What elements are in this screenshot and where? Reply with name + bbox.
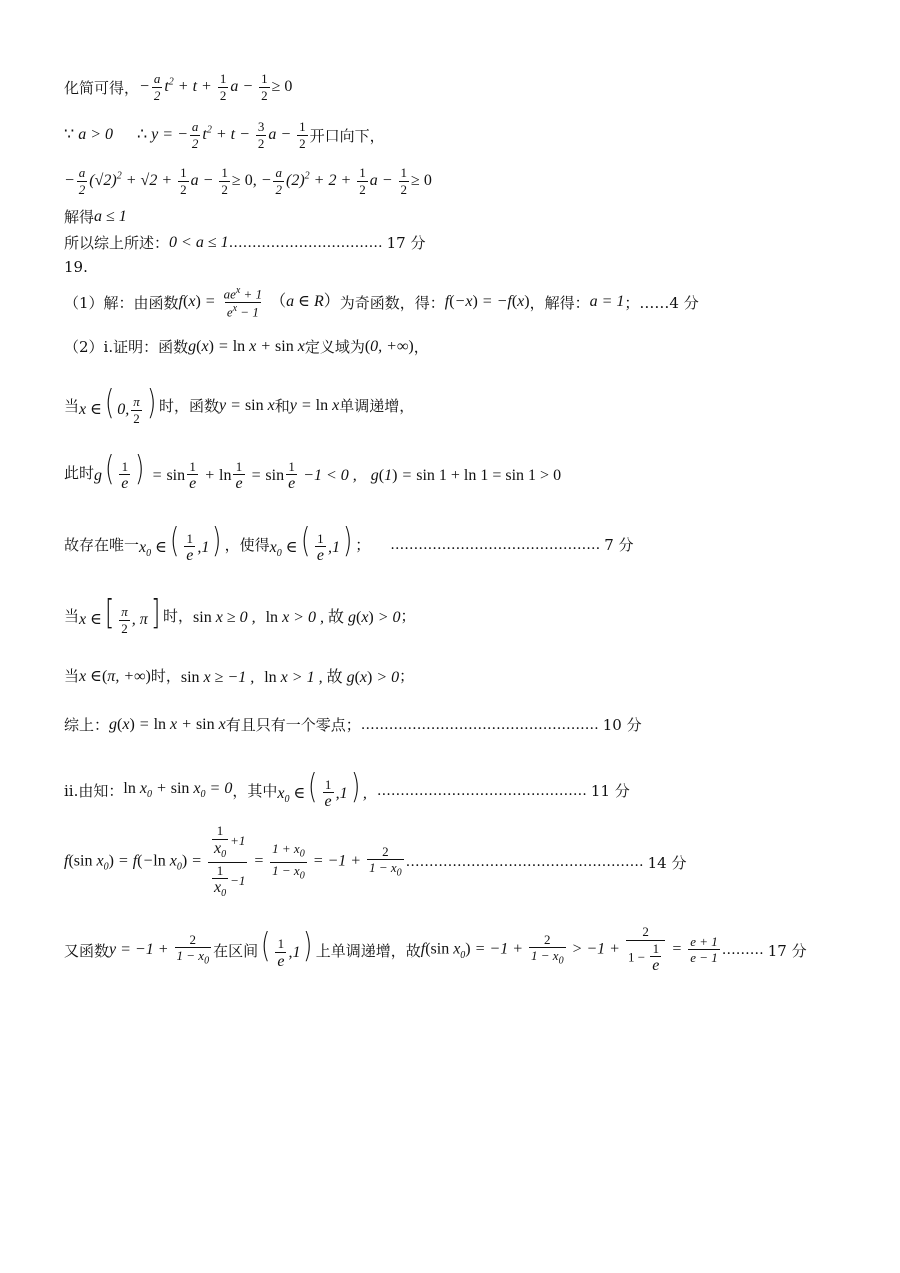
dot-leader: …………………………………………… (405, 854, 644, 870)
line-13-tail: ； (399, 667, 415, 685)
line-7-mid: 为奇函数，得： (339, 293, 445, 312)
math-g-def: g(x) = ln x + sin x (188, 337, 305, 355)
line-15-mid: ，其中 (232, 782, 278, 801)
line-monotonic (64, 383, 860, 426)
line-5-text: 所以综上所述： (64, 234, 170, 252)
math-zero-condition: $\ln x_0 + \sin x_0 = 0$ (123, 780, 233, 801)
dot-leader: …………………………… (228, 234, 383, 251)
line-17-mid: 在区间 (213, 941, 259, 960)
line-solve (64, 206, 860, 227)
line-conditions (64, 166, 860, 196)
line-11-prefix: 故存在唯一 (64, 536, 140, 555)
line-8-tail: ， (413, 338, 429, 356)
math-y-sin: y = sin x (219, 396, 275, 414)
math-interval-pi: x ∈[ $\frac{\pi}{2}$ , π] (79, 593, 161, 636)
math-case-pi-inf-results: sin x ≥ −1 , ln x > 1 , 故 g(x) > 0 (180, 669, 400, 686)
line-14-mid: 有且只有一个零点； (225, 716, 361, 734)
math-inequality-1: − $\frac{a}{2}$ $t^2 + t$ + $\frac{1}{2}$ a − $\frac{1}{2}$ ≥ 0 (139, 71, 293, 103)
math-f-sin-x0: f(sin $x_0) = f(-\ln$ $x_0$) = $\frac{1}{x_0}$ +1 $\frac{1}{x_0}$ −1 = $\frac{1 + x_0}{1 - x_0}$ = −1 + $\frac{2}{1 - x_0}$ (64, 823, 402, 900)
line-11-tail: ； (355, 536, 371, 555)
line-unique-zero (64, 521, 860, 565)
math-interval-final: ( $\frac{1}{e}$ ,1) (261, 926, 313, 970)
line-13-mid: 时， (150, 667, 181, 685)
score-label: 14 分 (647, 853, 687, 872)
math-odd-condition: f(−x) = −f(x) (444, 293, 530, 311)
line-10-prefix: 此时 (64, 464, 95, 483)
score-label: 17 分 (767, 941, 807, 960)
line-12-prefix: 当 (64, 607, 80, 626)
line-1-text: 化简可得， (64, 78, 140, 97)
line-part-1 (64, 286, 860, 319)
line-11-mid: ，使得 (224, 536, 270, 555)
math-f-def: f(x) = $\frac{ae^x + 1}{e^x - 1}$ （a ∈ R） (178, 285, 340, 320)
line-9-mid: 时，函数 (159, 397, 220, 416)
math-case-pi-results: sin x ≥ 0 , ln x > 0 , 故 g(x) > 0 (193, 609, 401, 627)
dot-leader: ……… (721, 942, 764, 958)
line-f-sin-x0 (64, 822, 860, 902)
score-label: 11 分 (590, 782, 630, 801)
line-7-prefix: （1）解：由函数 (64, 293, 179, 312)
dot-leader: …………………………………………… (360, 716, 599, 733)
math-final-inequality: f(sin $x_0) = -1$ + $\frac{2}{1 - x_0}$ > −1 + 2 1 − $\frac{1}{e}$ = $\frac{e + 1}{e - 1}$ (420, 923, 718, 975)
score-label: 17 分 (386, 234, 426, 252)
math-interval-pi-half: x ∈( 0, $\frac{\pi}{2}$ ) (79, 383, 157, 426)
line-part-2 (64, 336, 860, 357)
math-conditions: − $\frac{a}{2}$ $(√2)^2 + √2$ + $\frac{1}{2}$ a − $\frac{1}{2}$ ≥ 0, − $\frac{a}{2}$ $(2)^2 + 2$ + $\frac{1}{2}$ a − $\frac{1}{2}$ ≥ 0 (64, 165, 432, 197)
line-9-tail: 单调递增， (339, 397, 415, 416)
dot-leader: ……………………………………… (390, 536, 601, 553)
math-because: ∵ a > 0 ∴ y = − $\frac{a}{2}$ $t^2 + t$ − $\frac{3}{2}$ a − $\frac{1}{2}$ (64, 119, 306, 151)
line-case-pi-inf (64, 664, 860, 687)
math-interval-pi-inf: x ∈(π, +∞) (79, 667, 151, 685)
question-number: 19. (64, 258, 88, 276)
math-domain: (0, +∞) (364, 337, 414, 355)
line-7-tail: ；……4 分 (624, 293, 699, 312)
math-range-a: 0 < a ≤ 1 (169, 233, 229, 251)
line-simplify (64, 72, 860, 102)
line-12-tail: ； (400, 607, 416, 626)
line-2-text: 开口向下， (309, 126, 385, 145)
line-12-mid: 时， (163, 607, 194, 626)
line-8-mid: 定义域为 (304, 338, 365, 356)
line-case-pi (64, 593, 860, 636)
line-because (64, 120, 860, 150)
line-evaluate (64, 449, 860, 493)
math-y-def: y = −1 + $\frac{2}{1 - x_0}$ (109, 931, 210, 967)
math-x0-interval-3: $x_0$ ∈( $\frac{1}{e}$ ,1) , (277, 767, 367, 811)
line-8-prefix: （2）i.证明：函数 (64, 338, 189, 356)
line-conclusion (64, 714, 860, 735)
score-label: 10 分 (602, 716, 642, 734)
math-a-le-1: a ≤ 1 (94, 207, 127, 225)
math-g-values: g( $\frac{1}{e}$ ) = sin $\frac{1}{e}$ + ln $\frac{1}{e}$ = sin $\frac{1}{e}$ −1 < 0 , g(1) = sin 1 + ln 1 = sin 1 > 0 (94, 449, 562, 493)
score-label: 7 分 (604, 536, 634, 555)
line-17-after: 上单调递增，故 (315, 941, 421, 960)
line-7-after: ，解得： (529, 293, 590, 312)
line-summary (64, 232, 860, 253)
math-y-ln: y = ln x (289, 396, 340, 414)
line-13-prefix: 当 (64, 667, 80, 685)
math-g-def-2: g(x) = ln x + sin x (109, 715, 226, 733)
line-14-prefix: 综上： (64, 716, 110, 734)
line-4-text: 解得 (64, 208, 95, 226)
line-17-prefix: 又函数 (64, 941, 110, 960)
math-x0-interval-1: $x_0$ ∈( $\frac{1}{e}$ ,1) (139, 521, 222, 565)
line-final (64, 920, 860, 980)
line-9-and: 和 (274, 397, 290, 416)
line-part-ii (64, 767, 860, 811)
line-question-number (64, 258, 860, 276)
math-a-eq-1: a = 1 (589, 293, 625, 311)
dot-leader: ……………………………………… (376, 782, 587, 799)
line-15-prefix: ii.由知： (64, 782, 124, 801)
math-x0-interval-2: $x_0$ ∈( $\frac{1}{e}$ ,1) (269, 521, 353, 565)
line-9-prefix: 当 (64, 397, 80, 416)
